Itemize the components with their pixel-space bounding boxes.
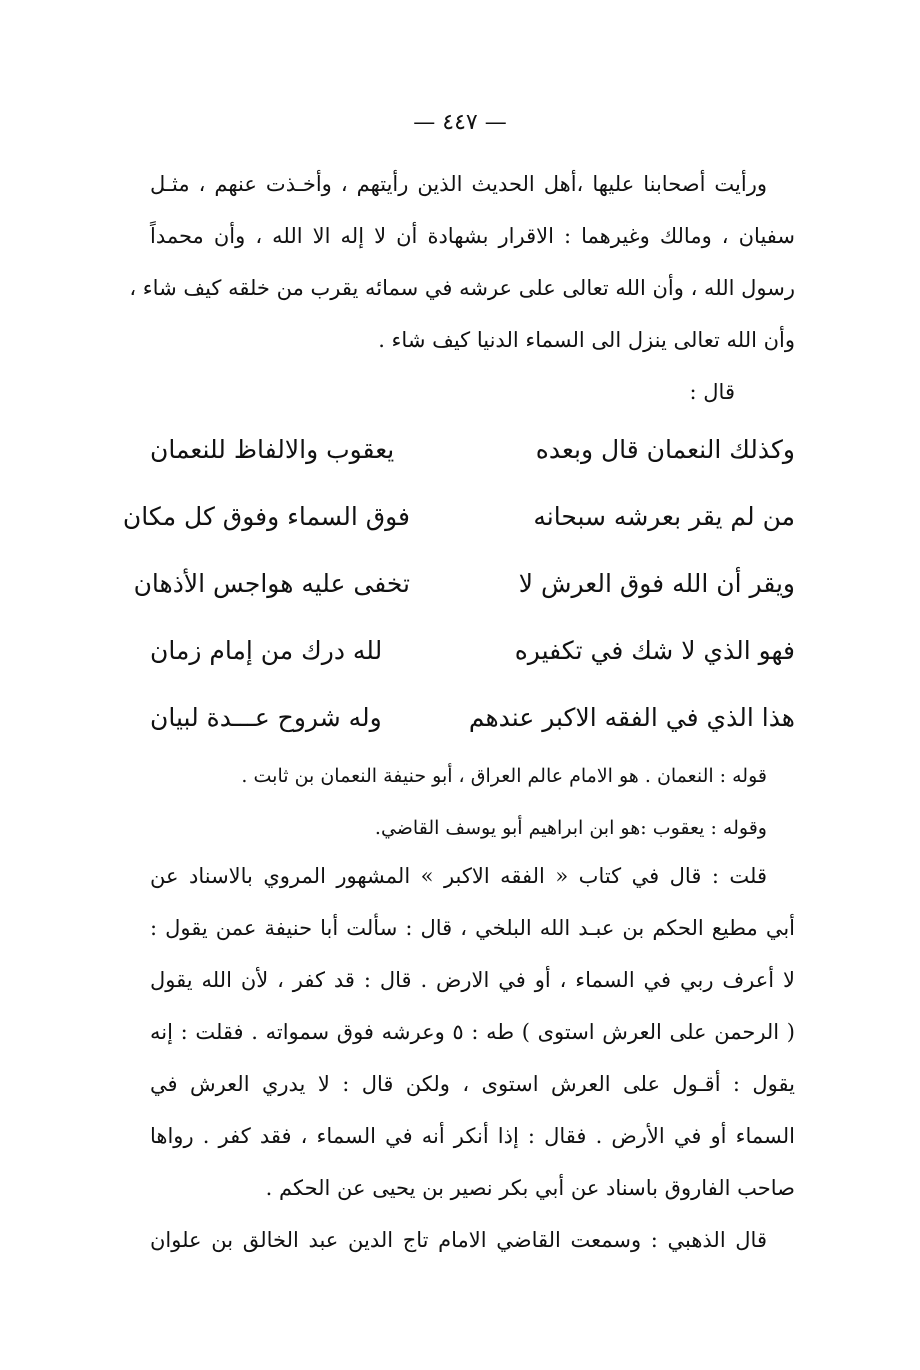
qult-paragraph (150, 850, 795, 1266)
qult-line: يقول : أقـول على العرش استوى ، ولكن قال : لا يدري العرش في (150, 1072, 795, 1096)
note-line: وقوله : يعقوب :هو ابن ابراهيم أبو يوسف القاضي. (374, 817, 767, 839)
verse-row (122, 483, 795, 550)
qult-line: أبي مطيع الحكم بن عبـد الله البلخي ، قال : سألت أبا حنيفة عمن يقول : (150, 916, 795, 940)
verse-row (133, 550, 795, 617)
intro-line: ورأيت أصحابنا عليها ،أهل الحديث الذين رأيتهم ، وأخـذت عنهم ، مثـل (150, 172, 767, 196)
poem (122, 416, 795, 751)
verse-first-hemistich: فهو الذي لا شك في تكفيره (514, 636, 795, 665)
verse-first-hemistich: وكذلك النعمان قال وبعده (535, 435, 795, 464)
verse-second-hemistich: فوق السماء وفوق كل مكان (122, 502, 410, 531)
intro-paragraph (129, 158, 795, 418)
verse-row (150, 684, 795, 751)
qult-line: لا أعرف ربي في السماء ، أو في الارض . قال : قد كفر ، لأن الله يقول (150, 968, 795, 992)
qult-line: ( الرحمن على العرش استوى ) طه : ٥ وعرشه فوق سمواته . فقلت : إنه (150, 1020, 796, 1044)
intro-line: وأن الله تعالى ينزل الى السماء الدنيا كيف شاء . (378, 328, 795, 352)
intro-line: رسول الله ، وأن الله تعالى على عرشه في سمائه يقرب من خلقه كيف شاء ، (129, 276, 795, 300)
page-number: — ٤٤٧ — (413, 110, 507, 135)
note-line: قوله : النعمان . هو الامام عالم العراق ، أبو حنيفة النعمان بن ثابت . (241, 765, 767, 787)
verse-row (150, 617, 795, 684)
verse-second-hemistich: وله شروح عـــدة لبيان (150, 703, 382, 732)
notes (150, 750, 795, 854)
qult-line: السماء أو في الأرض . فقال : إذا أنكر أنه في السماء ، فقد كفر . رواها (150, 1124, 795, 1148)
verse-first-hemistich: ويقر أن الله فوق العرش لا (518, 569, 795, 598)
qult-line: صاحب الفاروق باسناد عن أبي بكر نصير بن يحيى عن الحكم . (265, 1176, 795, 1200)
verse-first-hemistich: هذا الذي في الفقه الاكبر عندهم (468, 703, 795, 732)
qult-line: قلت : قال في كتاب « الفقه الاكبر » المشهور المروي بالاسناد عن (150, 864, 767, 888)
verse-first-hemistich: من لم يقر بعرشه سبحانه (533, 502, 795, 531)
verse-second-hemistich: تخفى عليه هواجس الأذهان (133, 569, 410, 598)
verse-second-hemistich: يعقوب والالفاظ للنعمان (150, 435, 395, 464)
qal-label: قال : (689, 380, 735, 404)
verse-second-hemistich: لله درك من إمام زمان (150, 636, 383, 665)
verse-row (150, 416, 795, 483)
final-line: قال الذهبي : وسمعت القاضي الامام تاج الدين عبد الخالق بن علوان (150, 1228, 767, 1252)
intro-line: سفيان ، ومالك وغيرهما : الاقرار بشهادة أن لا إله الا الله ، وأن محمداً (150, 224, 795, 248)
